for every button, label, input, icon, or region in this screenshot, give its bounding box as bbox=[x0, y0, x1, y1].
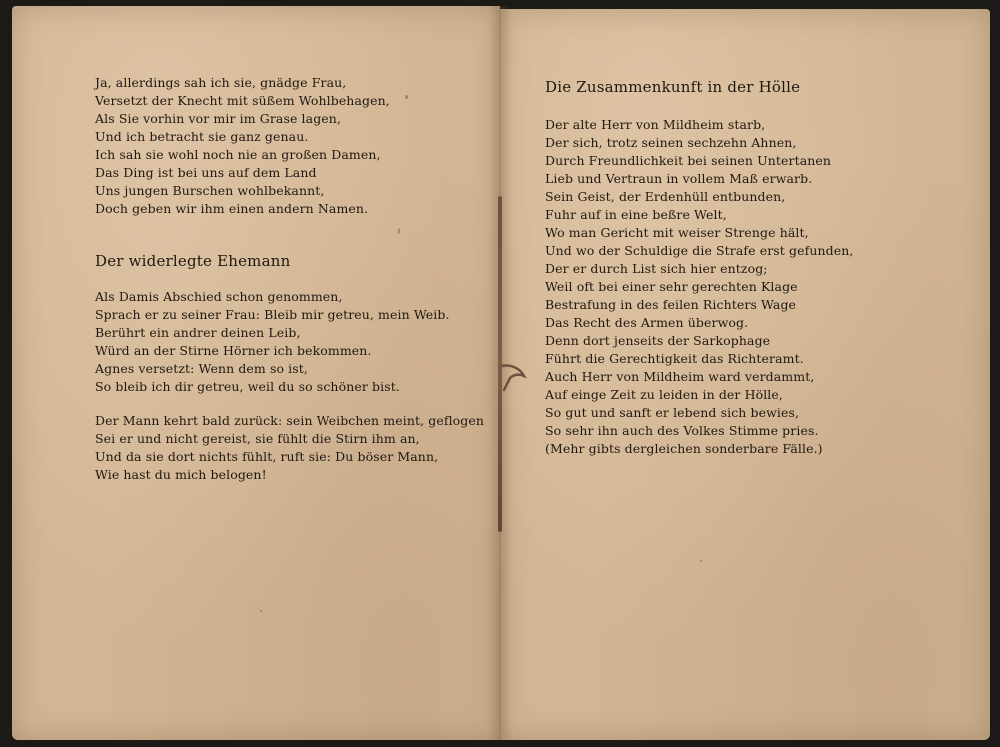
poem-stanza-2 bbox=[95, 412, 484, 484]
poem-line: Sprach er zu seiner Frau: Bleib mir getreu, mein Weib. bbox=[95, 307, 450, 322]
poem-line: Doch geben wir ihm einen andern Namen. bbox=[95, 201, 369, 216]
poem-line: (Mehr gibts dergleichen sonderbare Fälle.) bbox=[545, 441, 823, 456]
poem-line: Wie hast du mich belogen! bbox=[95, 467, 267, 482]
poem-line: Ich sah sie wohl noch nie an großen Damen, bbox=[95, 147, 381, 162]
poem-line: Lieb und Vertraun in vollem Maß erwarb. bbox=[545, 171, 813, 186]
poem-title: Der widerlegte Ehemann bbox=[95, 252, 291, 270]
poem-line: Uns jungen Burschen wohlbekannt, bbox=[95, 183, 325, 198]
poem-line: Der sich, trotz seinen sechzehn Ahnen, bbox=[545, 135, 797, 150]
poem-line: Versetzt der Knecht mit süßem Wohlbehagen, bbox=[95, 93, 390, 108]
poem-line: Der alte Herr von Mildheim starb, bbox=[545, 117, 766, 132]
poem-line: Als Sie vorhin vor mir im Grase lagen, bbox=[95, 111, 342, 126]
poem-line: Ja, allerdings sah ich sie, gnädge Frau, bbox=[95, 75, 347, 90]
poem-line: Das Recht des Armen überwog. bbox=[545, 315, 749, 330]
poem-line: Der Mann kehrt bald zurück: sein Weibchen meint, geflogen bbox=[95, 413, 485, 428]
poem-line: Würd an der Stirne Hörner ich bekommen. bbox=[95, 343, 372, 358]
poem-line: Das Ding ist bei uns auf dem Land bbox=[95, 165, 317, 180]
poem-ending bbox=[95, 74, 390, 218]
poem-line: Bestrafung in des feilen Richters Wage bbox=[545, 297, 797, 312]
poem-line: Der er durch List sich hier entzog; bbox=[545, 261, 768, 276]
poem-line: Und wo der Schuldige die Strafe erst gefunden, bbox=[545, 243, 854, 258]
poem-line: Auf einge Zeit zu leiden in der Hölle, bbox=[545, 387, 783, 402]
poem-line: So bleib ich dir getreu, weil du so schöner bist. bbox=[95, 379, 400, 394]
poem-line: Sein Geist, der Erdenhüll entbunden, bbox=[545, 189, 786, 204]
poem-widerlegte-ehemann bbox=[95, 252, 290, 270]
poem-line: Und da sie dort nichts fühlt, ruft sie: Du böser Mann, bbox=[95, 449, 439, 464]
poem-stanza-1 bbox=[95, 288, 450, 396]
poem-body bbox=[545, 116, 853, 458]
poem-line: Führt die Gerechtigkeit das Richteramt. bbox=[545, 351, 804, 366]
poem-line: Wo man Gericht mit weiser Strenge hält, bbox=[545, 225, 809, 240]
poem-zusammenkunft bbox=[545, 78, 800, 96]
poem-line: Fuhr auf in eine beßre Welt, bbox=[545, 207, 727, 222]
thread-knot bbox=[500, 362, 528, 392]
poem-line: Auch Herr von Mildheim ward verdammt, bbox=[545, 369, 815, 384]
poem-line: So gut und sanft er lebend sich bewies, bbox=[545, 405, 800, 420]
poem-line: So sehr ihn auch des Volkes Stimme pries. bbox=[545, 423, 819, 438]
poem-line: Und ich betracht sie ganz genau. bbox=[95, 129, 309, 144]
poem-line: Denn dort jenseits der Sarkophage bbox=[545, 333, 771, 348]
poem-line: Weil oft bei einer sehr gerechten Klage bbox=[545, 279, 798, 294]
poem-line: Als Damis Abschied schon genommen, bbox=[95, 289, 343, 304]
poem-line: Durch Freundlichkeit bei seinen Untertanen bbox=[545, 153, 832, 168]
poem-line: Agnes versetzt: Wenn dem so ist, bbox=[95, 361, 308, 376]
poem-title: Die Zusammenkunft in der Hölle bbox=[545, 78, 801, 96]
poem-line: Sei er und nicht gereist, sie fühlt die Stirn ihm an, bbox=[95, 431, 420, 446]
poem-line: Berührt ein andrer deinen Leib, bbox=[95, 325, 301, 340]
